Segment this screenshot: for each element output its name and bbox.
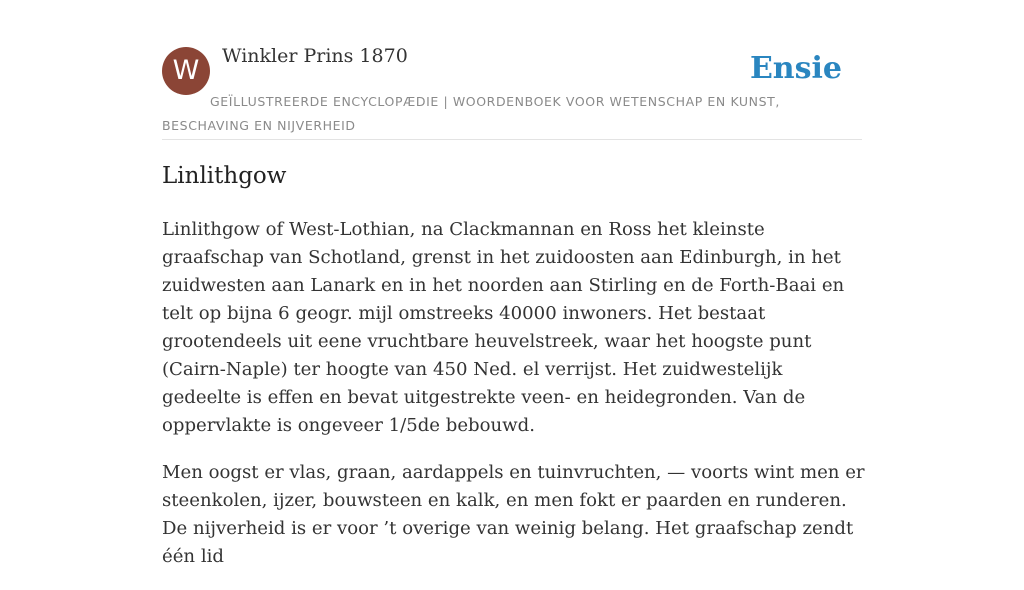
ensie-logo[interactable]: Ensie [749,51,842,86]
source-header [162,0,862,140]
source-title[interactable]: Winkler Prins 1870 [222,45,408,67]
source-avatar[interactable]: W [162,47,210,95]
source-subtitle: GEÏLLUSTREERDE ENCYCLOPÆDIE | WOORDENBOEK VOOR WETENSCHAP EN KUNST, BESCHAVING EN NIJVERHEID [162,94,780,133]
article-body [162,216,867,590]
article-paragraph: Men oogst er vlas, graan, aardappels en tuinvruchten, — voorts wint men er steenkolen, ijzer, bouwsteen en kalk, en men fokt er paarden en runderen. De nijverheid is er voor ’t overige van weinig belang. Het graafschap zendt één lid [162,462,865,567]
content-container [162,0,865,567]
article-title: Linlithgow [162,163,287,189]
article-paragraph: Linlithgow of West-Lothian, na Clackmannan en Ross het kleinste graafschap van Schotland, grenst in het zuidoosten aan Edinburgh, in het zuidwesten aan Lanark en in het noorden aan Stirling en de Forth-Baai en telt op bijna 6 geogr. mijl omstreeks 40000 inwoners. Het bestaat grootendeels uit eene vruchtbare heuvelstreek, waar het hoogste punt (Cairn-Naple) ter hoogte van 450 Ned. el verrijst. Het zuidwestelijk gedeelte is effen en bevat uitgestrekte veen- en heidegronden. Van de oppervlakte is ongeveer 1/5de bebouwd. [162,219,845,436]
